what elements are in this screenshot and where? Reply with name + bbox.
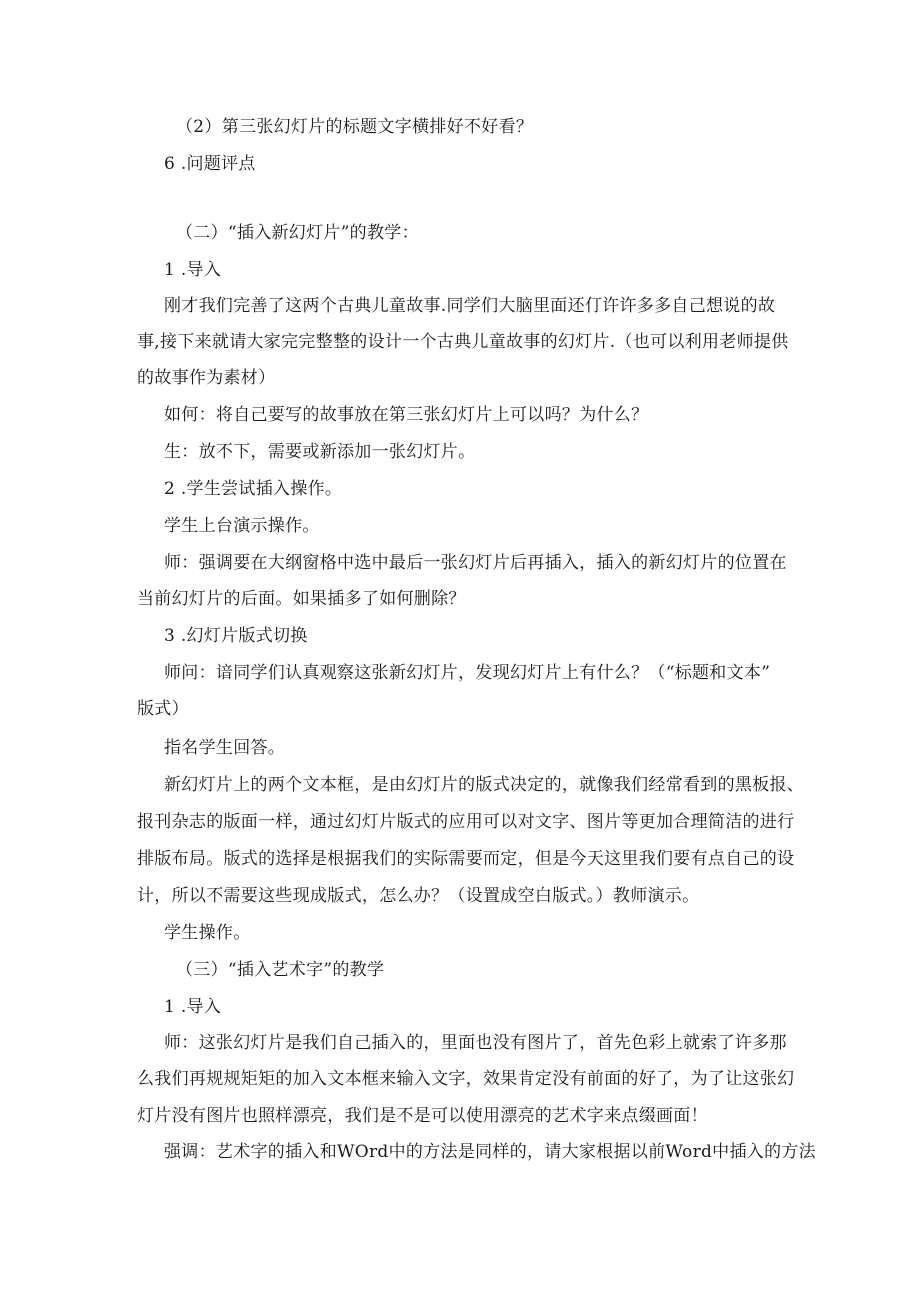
- paragraph-line: 计，所以不需要这些现成版式，怎么办？（设置成空白版式。）教师演示。: [137, 886, 700, 906]
- paragraph-line: 新幻灯片上的两个文本框，是由幻灯片的版式决定的，就像我们经常看到的黑板报、: [164, 775, 805, 795]
- paragraph-line: 报刊杂志的版面一样，通过幻灯片版式的应用可以对文字、图片等更加合理简洁的进行: [137, 812, 795, 832]
- paragraph-line: 么我们再规规矩矩的加入文本框来输入文字，效果肯定没有前面的好了，为了让这张幻: [137, 1069, 795, 1089]
- text-line: 指名学生回答。: [164, 738, 286, 758]
- text-line: 学生上台演示操作。: [164, 516, 320, 536]
- paragraph-line: 强调：艺术字的插入和WOrd中的方法是同样的，请大家根据以前Word中插入的方法: [164, 1142, 816, 1162]
- paragraph-line: 版式）: [137, 699, 189, 719]
- text-line: 1 .导入: [164, 260, 222, 280]
- paragraph-line: 师问：谙同学们认真观察这张新幻灯片，发现幻灯片上有什么？（“标题和文本”: [164, 663, 771, 683]
- paragraph-line: 的故事作为素材）: [137, 368, 276, 388]
- paragraph-line: 事,接下来就请大家完完整整的设计一个古典儿童故事的幻灯片.（也可以利用老师提供: [137, 332, 789, 352]
- text-line: （2）第三张幻灯片的标题文字横排好不好看？: [176, 117, 534, 137]
- text-line: 学生操作。: [164, 923, 251, 943]
- paragraph-line: 当前幻灯片的后面。如果插多了如何删除？: [137, 589, 466, 609]
- section-heading: （二）“插入新幻灯片”的教学：: [176, 223, 419, 243]
- text-line: 如何：将自己要写的故事放在第三张幻灯片上可以吗？为什么？: [164, 405, 649, 425]
- paragraph-line: 师：这张幻灯片是我们自己插入的，里面也没有图片了，首先色彩上就索了许多那: [164, 1033, 787, 1053]
- paragraph-line: 排版布局。版式的选择是根据我们的实际需要而定，但是今天这里我们要有点自己的设: [137, 849, 795, 869]
- text-line: 6 .问题评点: [164, 154, 256, 174]
- paragraph-line: 灯片没有图片也照样漂亮，我们是不是可以使用漂亮的艺术字来点缀画面！: [137, 1106, 708, 1126]
- text-line: 1 .导入: [164, 997, 222, 1017]
- paragraph-line: 师：强调要在大纲窗格中选中最后一张幻灯片后再插入，插入的新幻灯片的位置在: [164, 553, 787, 573]
- text-line: 3 .幻灯片版式切换: [164, 626, 308, 646]
- section-heading: （三）“插入艺术字”的教学: [176, 960, 385, 980]
- text-line: 2 .学生尝试插入操作。: [164, 479, 343, 499]
- text-line: 生：放不下，需要或新添加一张幻灯片。: [164, 442, 476, 462]
- paragraph-line: 刚才我们完善了这两个古典儿童故事.同学们大脑里面还仃许许多多自己想说的故: [164, 296, 776, 316]
